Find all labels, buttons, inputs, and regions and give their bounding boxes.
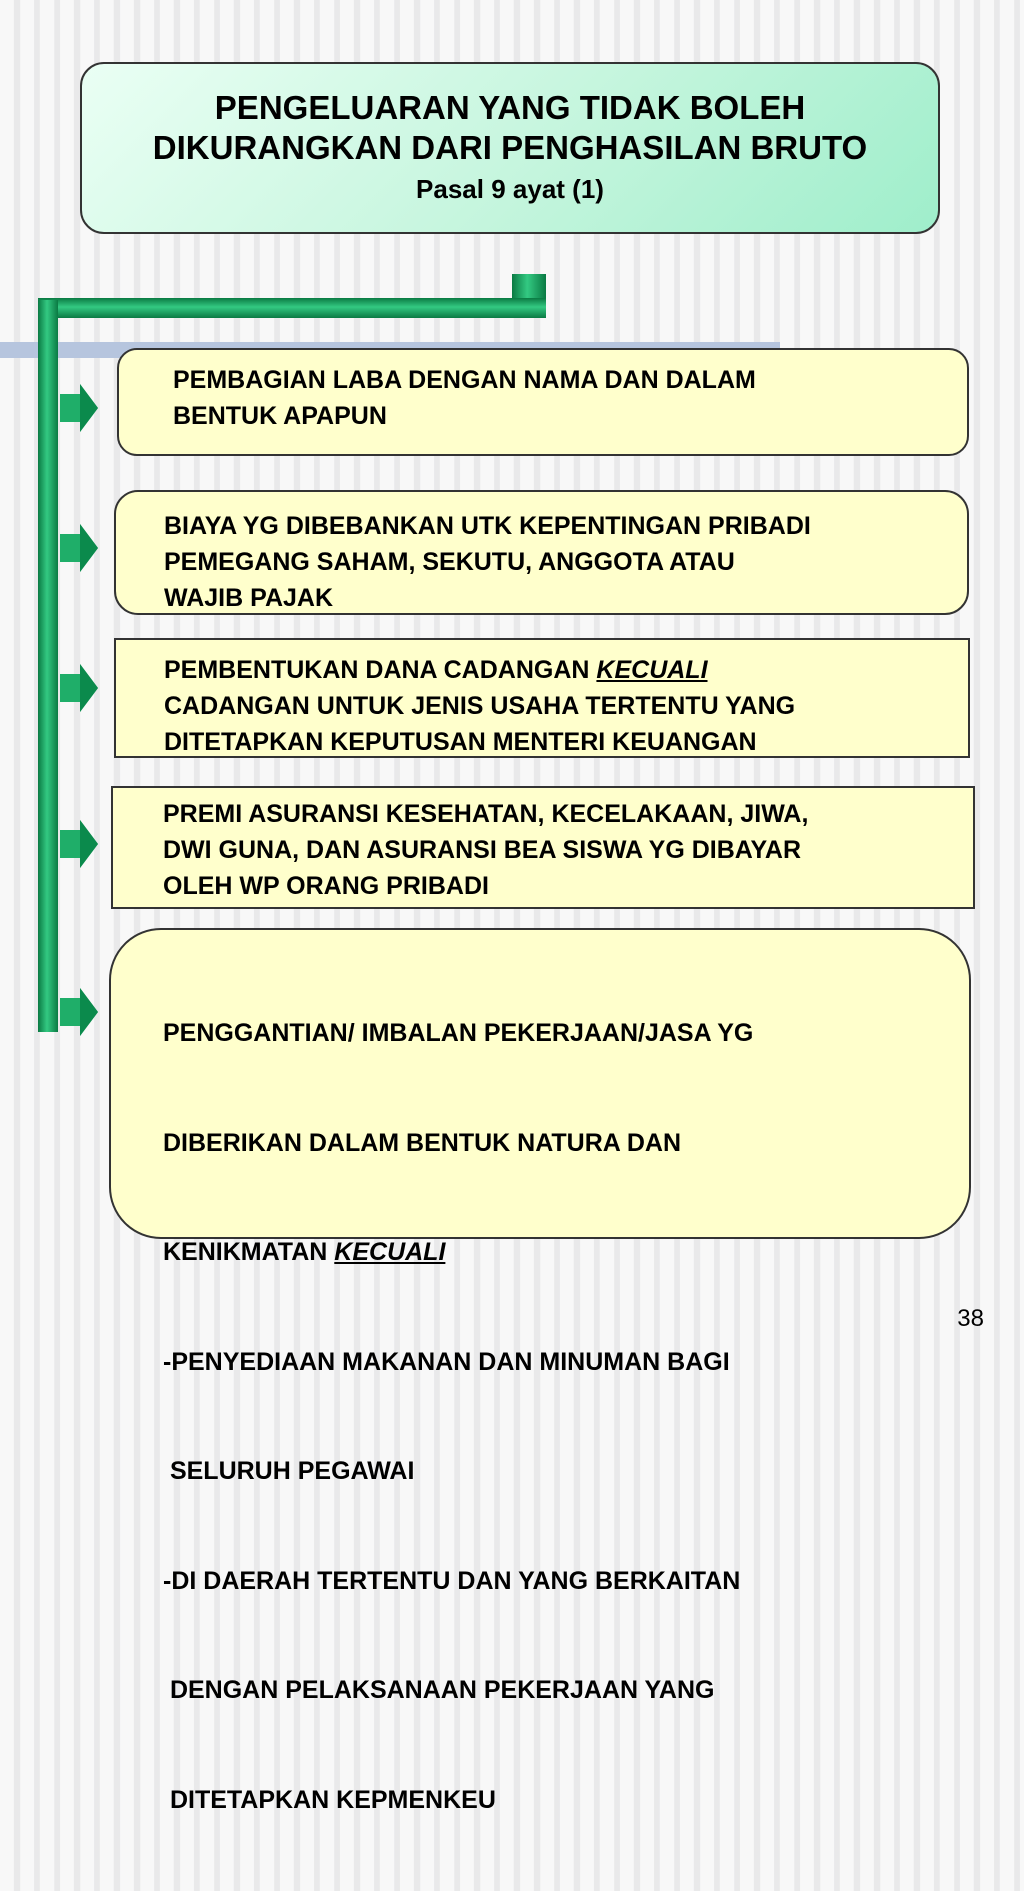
item-box-3	[114, 638, 970, 758]
item-text: PEMBAGIAN LABA DENGAN NAMA DAN DALAM BENTUK APAPUN	[173, 366, 756, 430]
exception-label: KECUALI	[596, 656, 708, 684]
arrow-icon	[60, 524, 98, 572]
connector-vertical-bar	[38, 300, 58, 1032]
page-number: 38	[957, 1305, 984, 1332]
item-text: BIAYA YG DIBEBANKAN UTK KEPENTINGAN PRIBADI PEMEGANG SAHAM, SEKUTU, ANGGOTA ATAU WAJIB PAJAK	[164, 512, 811, 612]
exception-label: KECUALI	[334, 1238, 446, 1266]
connector-stub	[512, 274, 546, 300]
item-text: PEMBENTUKAN DANA CADANGAN KECUALI CADANGAN UNTUK JENIS USAHA TERTENTU YANG DITETAPKAN KEPUTUSAN MENTERI KEUANGAN	[164, 656, 796, 756]
item-box-1	[117, 348, 969, 456]
arrow-icon	[60, 820, 98, 868]
item-text: PREMI ASURANSI KESEHATAN, KECELAKAAN, JIWA, DWI GUNA, DAN ASURANSI BEA SISWA YG DIBAYAR OLEH WP ORANG PRIBADI	[163, 800, 809, 900]
title-subtitle: Pasal 9 ayat (1)	[416, 174, 604, 204]
title-line-2: DIKURANGKAN DARI PENGHASILAN BRUTO	[152, 129, 868, 166]
item-box-4	[111, 786, 975, 909]
arrow-icon	[60, 664, 98, 712]
arrow-icon	[60, 988, 98, 1036]
connector-horizontal-bar	[38, 298, 546, 318]
title-box	[80, 62, 940, 234]
arrow-icon	[60, 384, 98, 432]
item-box-2	[114, 490, 969, 615]
item-text: PENGGANTIAN/ IMBALAN PEKERJAAN/JASA YG DIBERIKAN DALAM BENTUK NATURA DAN KENIKMATAN KECUALI -PENYEDIAAN MAKANAN DAN MINUMAN BAGI SELURUH PEGAWAI -DI DAERAH TERTENTU DAN YANG BERKAITAN DENGAN PELAKSANAAN PEKERJAAN YANG DITETAPKAN KEPMENKEU	[163, 1019, 754, 1814]
title-line-1: PENGELUARAN YANG TIDAK BOLEH	[214, 89, 806, 126]
